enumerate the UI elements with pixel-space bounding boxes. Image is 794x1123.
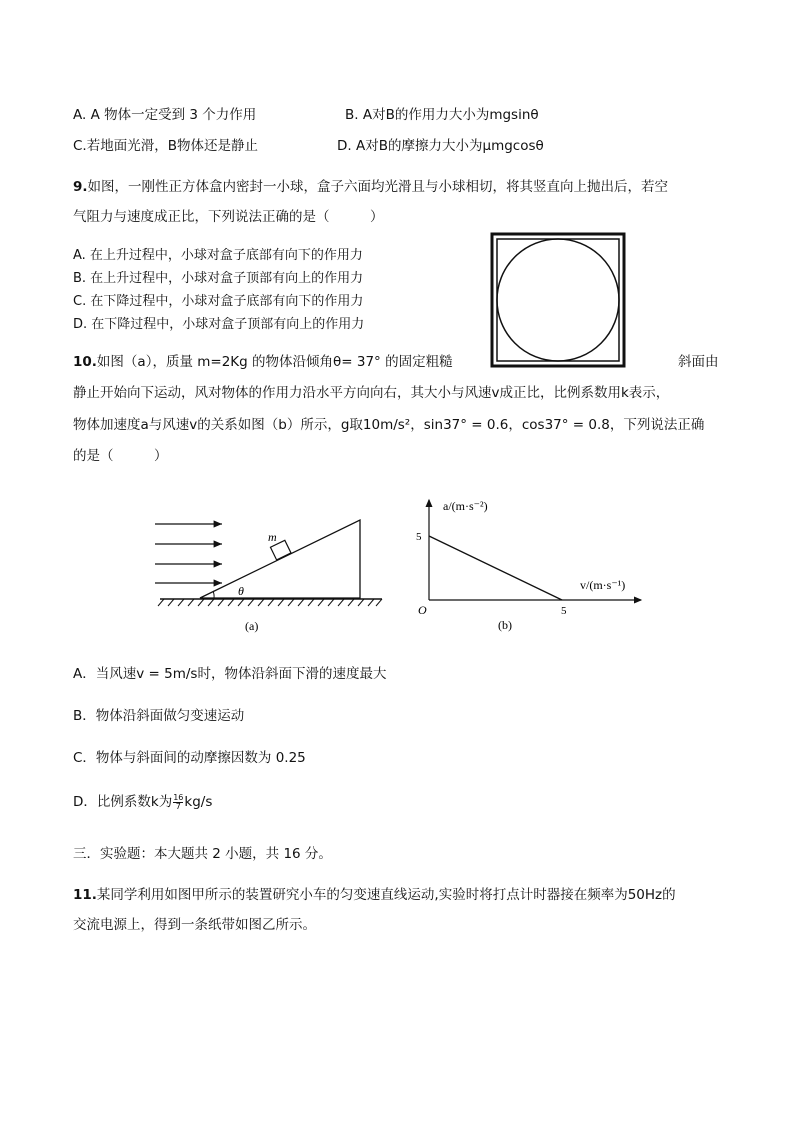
q11-stem-text1: 某同学利用如图甲所示的装置研究小车的匀变速直线运动,实验时将打点计时器接在频率为50Hz的 [96,887,676,903]
q9-option-d: D. 在下降过程中，小球对盒子顶部有向上的作用力 [73,317,365,332]
angle-arc [213,591,214,598]
q10-option-c: C．物体与斜面间的动摩擦因数为 0.25 [73,750,306,766]
incline-triangle [200,520,360,598]
y-tick-5: 5 [416,531,422,543]
q10-option-d-text: D．比例系数k为 [73,794,173,810]
figure-b-caption: (b) [498,618,512,632]
q11-number: 11. [73,887,97,903]
q9-option-a: A. 在上升过程中，小球对盒子底部有向下的作用力 [73,248,363,263]
q8-option-c: C.若地面光滑，B物体还是静止 [73,138,258,154]
q9-stem-text1: 如图，一刚性正方体盒内密封一小球，盒子六面均光滑且与小球相切，将其竖直向上抛出后，若空 [87,179,669,195]
q9-option-c: C. 在下降过程中，小球对盒子底部有向下的作用力 [73,294,364,309]
q9-stem-line2: 气阻力与速度成正比，下列说法正确的是（ ） [73,209,384,225]
q11-stem-line2: 交流电源上，得到一条纸带如图乙所示。 [73,917,316,933]
q10-option-b: B．物体沿斜面做匀变速运动 [73,708,245,724]
q9-stem-line1 [73,175,668,195]
figure-a-incline [150,505,390,635]
x-tick-5: 5 [561,605,567,617]
figure-a-caption: (a) [245,619,259,633]
q11-stem-line1 [73,883,676,903]
q10-stem-line2: 静止开始向下运动，风对物体的作用力沿水平方向向右，其大小与风速v成正比，比例系数用k表示， [73,385,670,401]
q10-stem-line4: 的是（ ） [73,448,168,464]
box-outer [492,234,624,366]
q9-option-b: B. 在上升过程中，小球对盒子顶部有向上的作用力 [73,271,364,286]
wind-arrows [155,524,222,583]
mass-label: m [268,530,277,544]
box-ball-figure [490,232,626,368]
q8-option-b: B. A对B的作用力大小为mgsinθ [345,107,539,123]
q8-option-a: A. A 物体一定受到 3 个力作用 [73,107,257,123]
q8-option-d: D. A对B的摩擦力大小为μmgcosθ [337,138,544,154]
q10-option-d [73,790,212,811]
q10-stem-line1 [73,350,453,370]
q10-option-d-unit: kg/s [184,794,213,810]
figure-b-graph [405,490,655,635]
ground-hatching [158,599,382,606]
q10-stem-text1a: 如图（a），质量 m=2Kg 的物体沿倾角θ= 37° 的固定粗糙 [96,354,453,370]
q10-stem-line3: 物体加速度a与风速v的关系如图（b）所示，g取10m/s²，sin37° = 0.6，cos37° = 0.8，下列说法正确 [73,417,705,433]
x-axis-label: v/(m·s⁻¹) [580,578,626,592]
angle-label: θ [238,584,244,598]
q9-number: 9. [73,179,88,195]
q10-option-a: A．当风速v = 5m/s时，物体沿斜面下滑的速度最大 [73,666,387,682]
origin-label: O [418,603,427,617]
fraction-16-7: $\frac{16}{7}$ [173,792,184,811]
ball-circle [497,239,619,361]
section-3-title: 三．实验题：本大题共 2 小题，共 16 分。 [73,846,332,862]
q10-stem-line1b: 斜面由 [678,354,719,370]
q10-number: 10. [73,354,97,370]
a-v-line [429,536,562,600]
y-axis-label: a/(m·s⁻²) [443,499,488,513]
